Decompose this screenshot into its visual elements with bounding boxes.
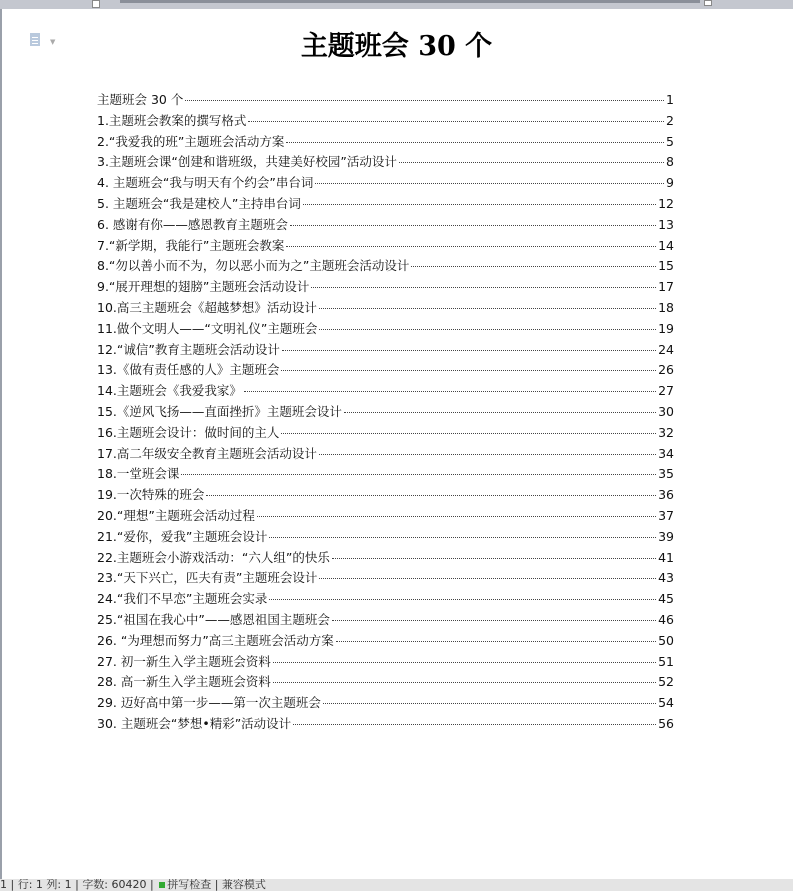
toc-entry-title[interactable]: 7.“新学期，我能行”主题班会教案 bbox=[97, 237, 285, 253]
toc-entry[interactable] bbox=[97, 485, 674, 506]
toc-leader-dots bbox=[286, 142, 664, 143]
toc-page-number: 14 bbox=[658, 237, 674, 253]
left-indent-marker[interactable] bbox=[92, 0, 100, 8]
toc-page-number: 32 bbox=[658, 424, 674, 440]
toc-entry-title[interactable]: 23.“天下兴亡，匹夫有责”主题班会设计 bbox=[97, 570, 318, 586]
toc-entry-title[interactable]: 20.“理想”主题班会活动过程 bbox=[97, 507, 255, 523]
toc-leader-dots bbox=[281, 370, 656, 371]
toc-entry[interactable] bbox=[97, 319, 674, 340]
toc-entry-title[interactable]: 8.“勿以善小而不为，勿以恶小而为之”主题班会活动设计 bbox=[97, 258, 410, 274]
toc-entry-title[interactable]: 15.《逆风飞扬——直面挫折》主题班会设计 bbox=[97, 403, 342, 419]
toc-entry[interactable] bbox=[97, 714, 674, 735]
toc-entry-title[interactable]: 16.主题班会设计：做时间的主人 bbox=[97, 424, 280, 440]
toc-page-number: 26 bbox=[658, 362, 674, 378]
toc-page-number: 17 bbox=[658, 279, 674, 295]
toc-entry-title[interactable]: 18.一堂班会课 bbox=[97, 466, 180, 482]
toc-leader-dots bbox=[293, 724, 656, 725]
toc-leader-dots bbox=[399, 162, 664, 163]
toc-leader-dots bbox=[319, 578, 656, 579]
toc-page-number: 13 bbox=[658, 216, 674, 232]
toc-entry[interactable] bbox=[97, 506, 674, 527]
toc-leader-dots bbox=[319, 329, 656, 330]
toc-leader-dots bbox=[319, 454, 656, 455]
toc-leader-dots bbox=[269, 599, 656, 600]
ruler-text-area bbox=[120, 0, 700, 3]
toc-entry-title[interactable]: 11.做个文明人——“文明礼仪”主题班会 bbox=[97, 320, 318, 336]
page-title: 主题班会 30 个 bbox=[300, 31, 493, 62]
right-indent-marker[interactable] bbox=[704, 0, 712, 6]
toc-leader-dots bbox=[323, 703, 656, 704]
toc-page-number: 50 bbox=[658, 632, 674, 648]
status-bar bbox=[0, 879, 793, 891]
page-edge bbox=[0, 9, 2, 879]
toc-entry[interactable] bbox=[97, 527, 674, 548]
toc-entry[interactable] bbox=[97, 173, 674, 194]
toc-page-number: 54 bbox=[658, 695, 674, 711]
toc-entry[interactable] bbox=[97, 152, 674, 173]
toc-entry[interactable] bbox=[97, 256, 674, 277]
toc-entry-title[interactable]: 22.主题班会小游戏活动：“六人组”的快乐 bbox=[97, 549, 330, 565]
toc-entry-title[interactable]: 19.一次特殊的班会 bbox=[97, 487, 205, 503]
toc-leader-dots bbox=[336, 641, 656, 642]
toc-entry-title[interactable]: 25.“祖国在我心中”——感恩祖国主题班会 bbox=[97, 611, 330, 627]
toc-entry[interactable] bbox=[97, 215, 674, 236]
toc-entry-title[interactable]: 28. 高一新生入学主题班会资料 bbox=[97, 674, 271, 690]
toc-page-number: 1 bbox=[666, 92, 674, 107]
toc-entry[interactable] bbox=[97, 464, 674, 485]
toc-leader-dots bbox=[181, 474, 656, 475]
toc-entry[interactable] bbox=[97, 693, 674, 714]
toc-leader-dots bbox=[311, 287, 656, 288]
toc-leader-dots bbox=[281, 433, 656, 434]
toc-page-number: 8 bbox=[666, 154, 674, 170]
toc-leader-dots bbox=[273, 662, 656, 663]
toc-entry-title[interactable]: 30. 主题班会“梦想•精彩”活动设计 bbox=[97, 715, 292, 731]
toc-entry-title[interactable]: 26. “为理想而努力”高三主题班会活动方案 bbox=[97, 632, 334, 648]
toc-page-number: 15 bbox=[658, 258, 674, 274]
toc-entry-title[interactable]: 14.主题班会《我爱我家》 bbox=[97, 383, 242, 399]
toc-leader-dots bbox=[248, 121, 664, 122]
toc-entry[interactable] bbox=[97, 610, 674, 631]
toc-entry[interactable] bbox=[97, 194, 674, 215]
toc-page-number: 45 bbox=[658, 591, 674, 607]
spell-check-icon bbox=[159, 882, 165, 888]
toc-leader-dots bbox=[290, 225, 656, 226]
toc-leader-dots bbox=[269, 537, 656, 538]
toc-leader-dots bbox=[315, 183, 664, 184]
toc-leader-dots bbox=[257, 516, 656, 517]
toc-entry-title[interactable]: 1.主题班会教案的撰写格式 bbox=[97, 112, 247, 128]
toc-entry-title[interactable]: 10.高三主题班会《超越梦想》活动设计 bbox=[97, 299, 317, 315]
toc-page-number: 37 bbox=[658, 507, 674, 523]
toc-entry-title[interactable]: 13.《做有责任感的人》主题班会 bbox=[97, 362, 280, 378]
toc-page-number: 56 bbox=[658, 715, 674, 731]
toc-entry[interactable] bbox=[97, 631, 674, 652]
toc-page-number: 34 bbox=[658, 445, 674, 461]
toc-entry[interactable] bbox=[97, 111, 674, 132]
toc-entry-title[interactable]: 29. 迈好高中第一步——第一次主题班会 bbox=[97, 695, 321, 711]
chevron-down-icon[interactable]: ▼ bbox=[50, 38, 56, 46]
table-of-contents bbox=[97, 90, 674, 735]
toc-page-number: 2 bbox=[666, 112, 674, 128]
toc-leader-dots bbox=[206, 495, 656, 496]
toc-entry[interactable] bbox=[97, 652, 674, 673]
toc-leader-dots bbox=[344, 412, 656, 413]
toc-entry-title[interactable]: 2.“我爱我的班”主题班会活动方案 bbox=[97, 133, 285, 149]
toc-entry[interactable] bbox=[97, 548, 674, 569]
toc-leader-dots bbox=[185, 100, 664, 101]
toc-entry[interactable] bbox=[97, 589, 674, 610]
toc-entry[interactable] bbox=[97, 132, 674, 153]
toc-leader-dots bbox=[286, 246, 656, 247]
toc-leader-dots bbox=[332, 620, 656, 621]
toc-entry-title[interactable]: 27. 初一新生入学主题班会资料 bbox=[97, 653, 271, 669]
toc-entry[interactable] bbox=[97, 672, 674, 693]
toc-page-number: 46 bbox=[658, 611, 674, 627]
toc-leader-dots bbox=[282, 350, 656, 351]
cursor-position: 1 | 行: 1 列: 1 | bbox=[0, 879, 79, 891]
toc-entry-title[interactable]: 21.“爱你，爱我”主题班会设计 bbox=[97, 528, 268, 544]
toc-page-number: 19 bbox=[658, 320, 674, 336]
toc-entry-title[interactable]: 4. 主题班会“我与明天有个约会”串台词 bbox=[97, 175, 314, 191]
toc-entry-title[interactable]: 6. 感谢有你——感恩教育主题班会 bbox=[97, 216, 288, 232]
toc-entry-title[interactable]: 24.“我们不早恋”主题班会实录 bbox=[97, 591, 268, 607]
toc-page-number: 39 bbox=[658, 528, 674, 544]
word-count[interactable]: 字数: 60420 | bbox=[82, 879, 154, 891]
toc-leader-dots bbox=[244, 391, 656, 392]
toc-entry-title[interactable]: 17.高二年级安全教育主题班会活动设计 bbox=[97, 445, 317, 461]
toc-entry-title[interactable]: 5. 主题班会“我是建校人”主持串台词 bbox=[97, 195, 301, 211]
toc-leader-dots bbox=[319, 308, 656, 309]
toc-entry-title[interactable]: 3.主题班会课“创建和谐班级，共建美好校园”活动设计 bbox=[97, 154, 397, 170]
toc-page-number: 43 bbox=[658, 570, 674, 586]
toc-entry[interactable] bbox=[97, 340, 674, 361]
toc-entry[interactable] bbox=[97, 90, 674, 111]
toc-page-number: 18 bbox=[658, 299, 674, 315]
toc-leader-dots bbox=[273, 682, 656, 683]
toc-page-number: 35 bbox=[658, 466, 674, 482]
toc-entry[interactable] bbox=[97, 423, 674, 444]
toc-page-number: 5 bbox=[666, 133, 674, 149]
toc-entry[interactable] bbox=[97, 402, 674, 423]
toc-entry[interactable] bbox=[97, 381, 674, 402]
toc-entry-title[interactable]: 9.“展开理想的翅膀”主题班会活动设计 bbox=[97, 279, 310, 295]
toc-entry[interactable] bbox=[97, 298, 674, 319]
toc-entry-title[interactable]: 12.“诚信”教育主题班会活动设计 bbox=[97, 341, 280, 357]
toc-page-number: 24 bbox=[658, 341, 674, 357]
toc-page-number: 36 bbox=[658, 487, 674, 503]
toc-page-number: 30 bbox=[658, 403, 674, 419]
toc-page-number: 52 bbox=[658, 674, 674, 690]
toc-page-number: 41 bbox=[658, 549, 674, 565]
toc-entry[interactable] bbox=[97, 568, 674, 589]
toc-entry[interactable] bbox=[97, 236, 674, 257]
toc-entry[interactable] bbox=[97, 444, 674, 465]
toc-page-number: 51 bbox=[658, 653, 674, 669]
toc-leader-dots bbox=[332, 558, 656, 559]
toc-page-number: 27 bbox=[658, 383, 674, 399]
toc-entry[interactable] bbox=[97, 277, 674, 298]
toc-page-number: 12 bbox=[658, 195, 674, 211]
toc-page-number: 9 bbox=[666, 175, 674, 191]
toc-entry-title[interactable]: 主题班会 30 个 bbox=[97, 92, 184, 107]
toc-leader-dots bbox=[303, 204, 656, 205]
horizontal-ruler[interactable] bbox=[0, 0, 793, 9]
toc-leader-dots bbox=[411, 266, 656, 267]
toc-entry[interactable] bbox=[97, 360, 674, 381]
compatibility-mode: 兼容模式 bbox=[221, 879, 266, 891]
spell-check[interactable]: 拼写检查 | bbox=[167, 879, 219, 891]
